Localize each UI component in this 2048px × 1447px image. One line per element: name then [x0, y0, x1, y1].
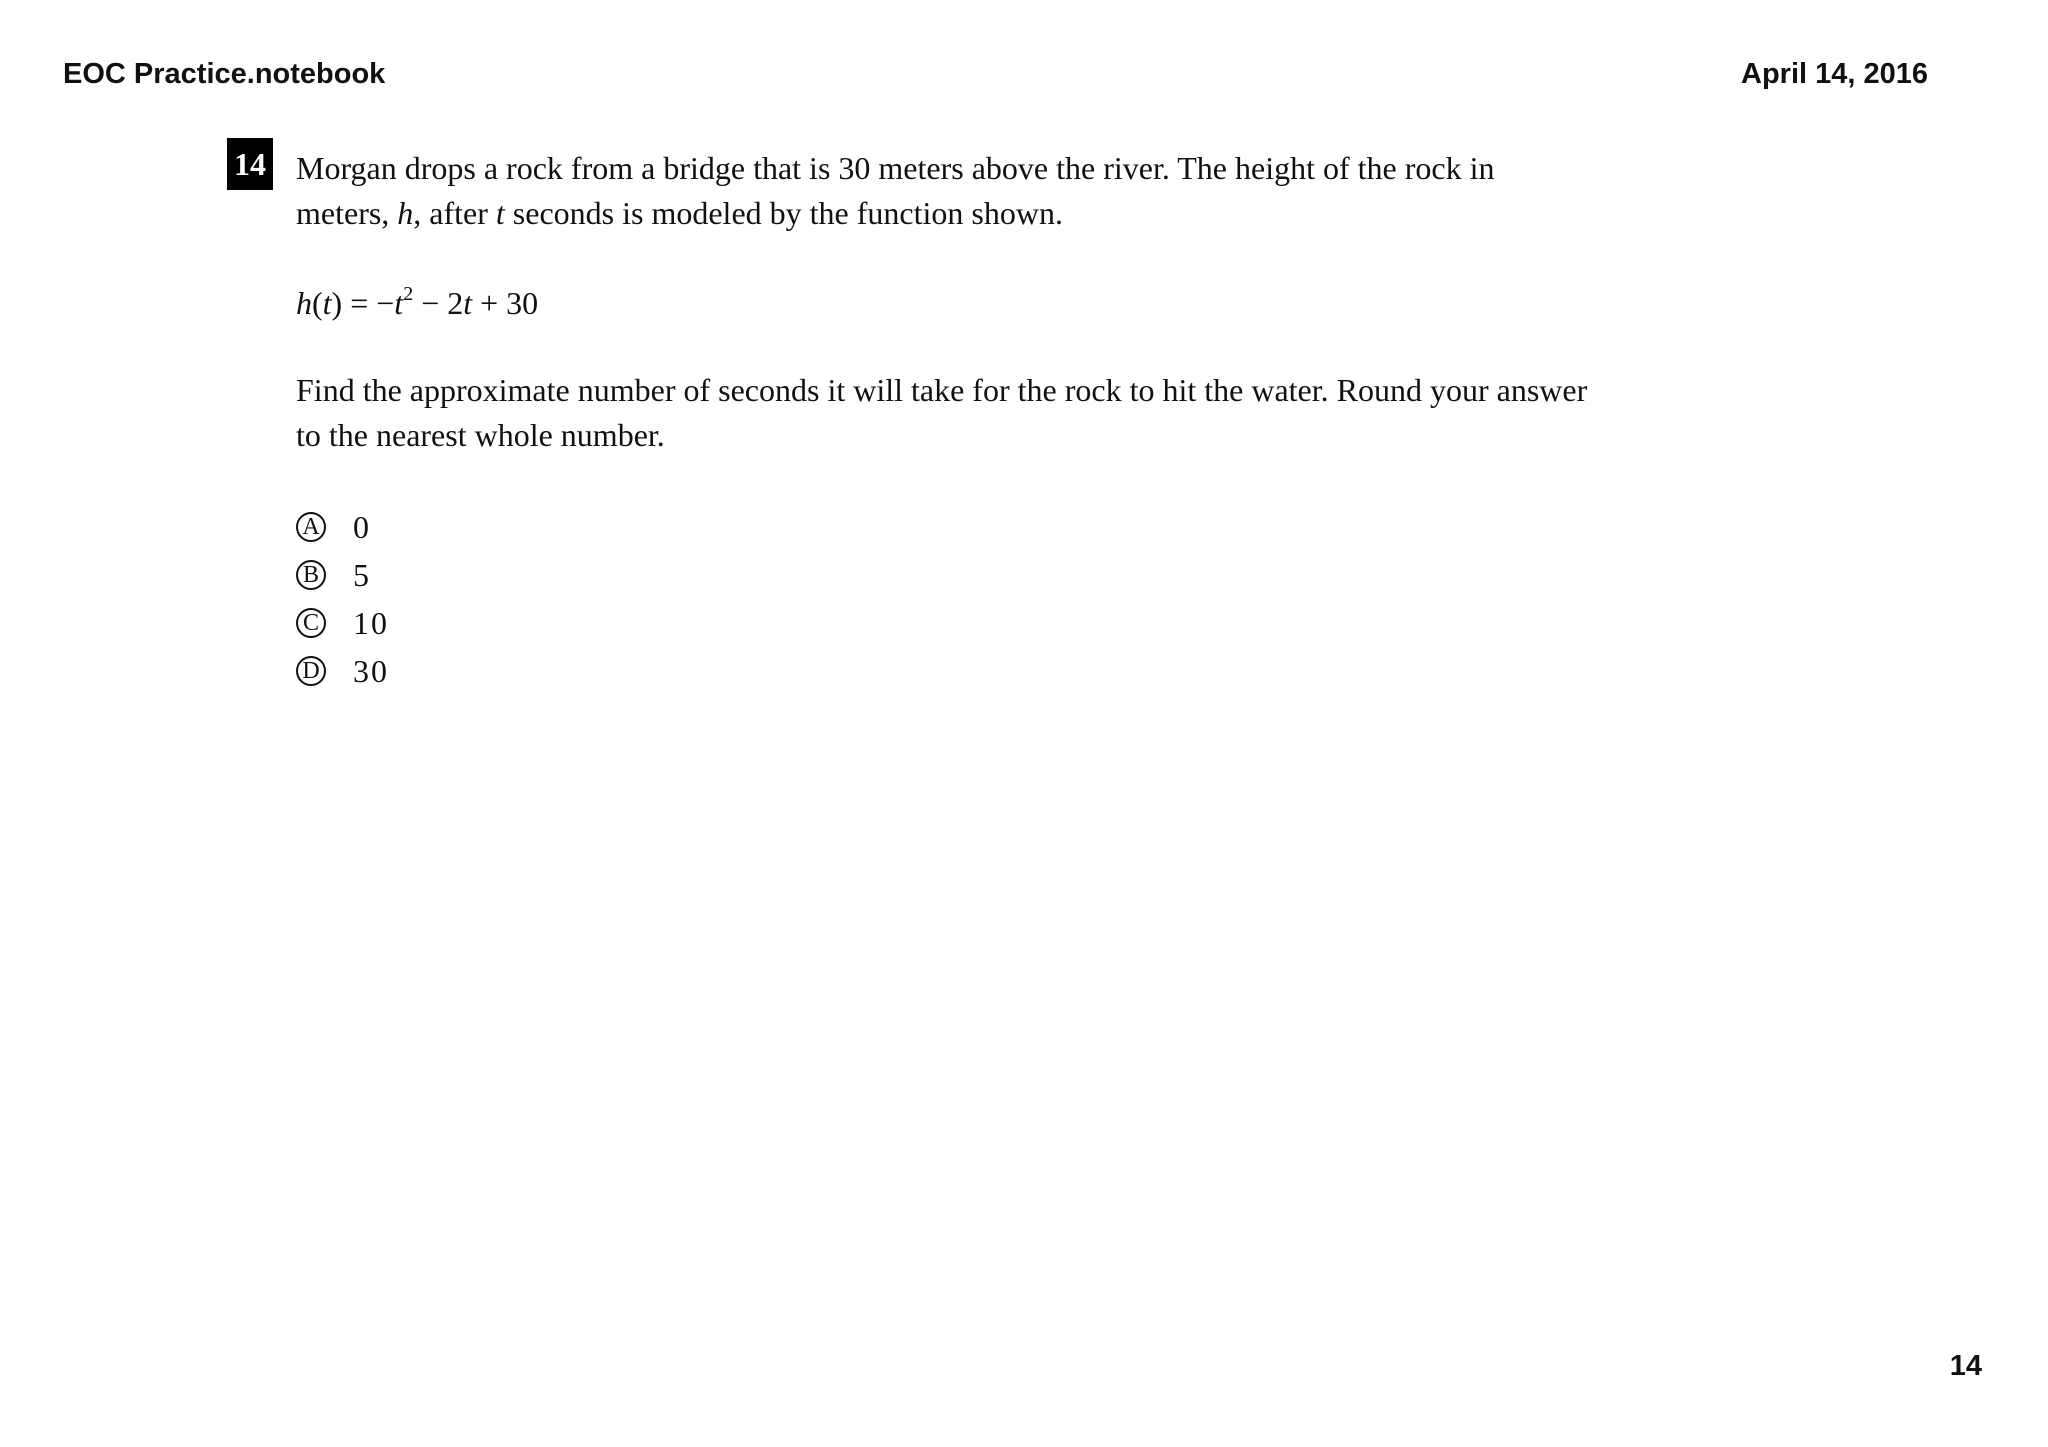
question-text-line-1: Morgan drops a rock from a bridge that is 30 meters above the river. The height of the rock in — [296, 150, 1495, 186]
answer-choices — [296, 503, 1856, 695]
variable-t: t — [495, 195, 505, 231]
answer-choice-d[interactable] — [296, 647, 1856, 695]
question-number-badge: 14 — [227, 138, 273, 190]
answer-choice-b[interactable] — [296, 551, 1856, 599]
question-text-fragment: seconds is modeled by the function shown. — [504, 195, 1063, 231]
equation-end: + 30 — [472, 285, 539, 321]
equation-close: ) = − — [331, 285, 395, 321]
equation-mid-var: t — [463, 285, 473, 321]
equation-fn: h — [296, 285, 312, 321]
equation-middle: − 2 — [413, 285, 464, 321]
equation-arg: t — [322, 285, 332, 321]
notebook-title: EOC Practice.notebook — [63, 58, 386, 90]
choice-value-b: 5 — [353, 556, 371, 593]
variable-h: h — [397, 195, 414, 231]
choice-letter-c: C — [296, 608, 326, 638]
equation-open: ( — [312, 285, 323, 321]
answer-choice-c[interactable] — [296, 599, 1856, 647]
question-text-fragment: , after — [413, 195, 496, 231]
prompt-line-1: Find the approximate number of seconds it will take for the rock to hit the water. Round your answer — [296, 372, 1588, 408]
choice-value-d: 30 — [353, 652, 389, 689]
choice-letter-a: A — [296, 512, 326, 542]
equation-exponent: 2 — [403, 283, 414, 305]
choice-value-c: 10 — [353, 604, 389, 641]
page-date: April 14, 2016 — [1741, 58, 1928, 90]
prompt-line-2: to the nearest whole number. — [296, 417, 665, 453]
choice-value-a: 0 — [353, 508, 371, 545]
choice-letter-b: B — [296, 560, 326, 590]
function-equation — [296, 281, 1856, 326]
question-text-fragment: meters, — [296, 195, 398, 231]
equation-term-var: t — [394, 285, 404, 321]
answer-choice-a[interactable] — [296, 503, 1856, 551]
question-text-line-2 — [296, 191, 1856, 236]
page-number: 14 — [1949, 1350, 1982, 1382]
question-body — [296, 146, 1856, 727]
choice-letter-d: D — [296, 656, 326, 686]
